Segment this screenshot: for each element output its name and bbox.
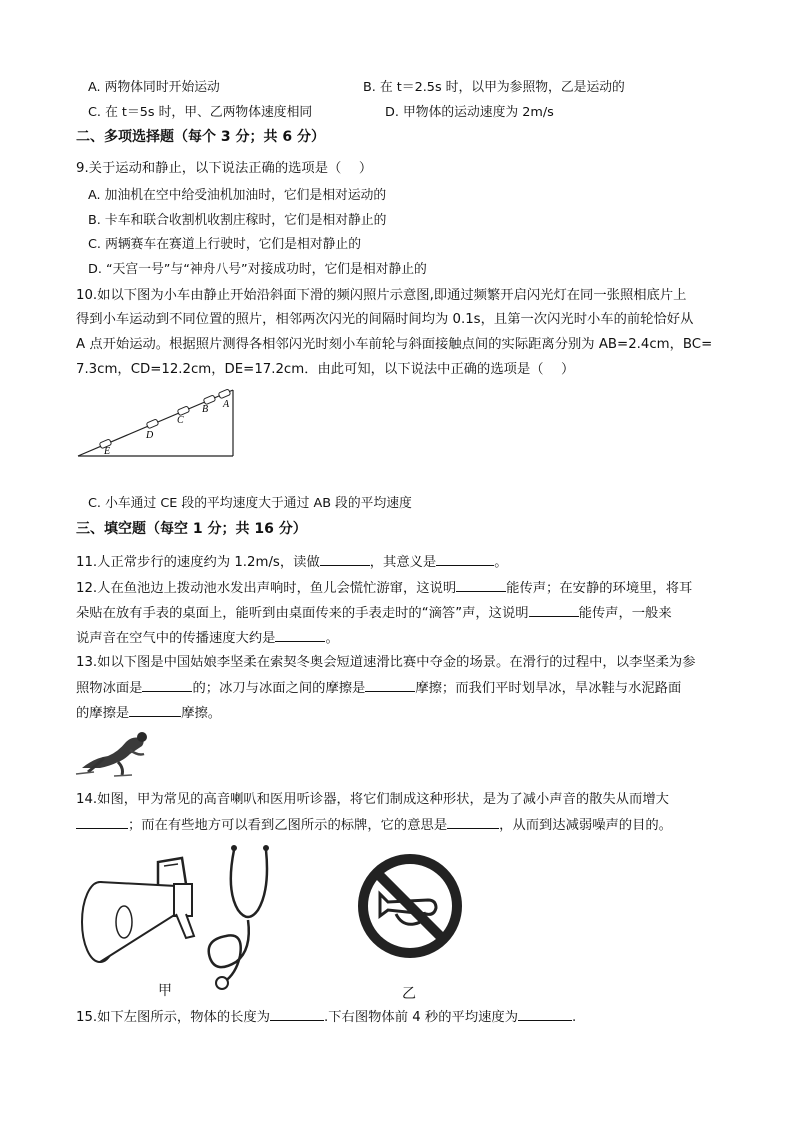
q11-blank-2[interactable] — [436, 553, 494, 566]
cart-at-d — [146, 419, 158, 429]
q14-text-1: ；而在有些地方可以看到乙图所示的标牌，它的意思是 — [128, 818, 448, 833]
point-e-label: E — [104, 446, 111, 457]
no-horn-sign-icon — [356, 852, 464, 960]
figure-label-yi: 乙 — [402, 986, 416, 1002]
q13-line-3 — [76, 704, 221, 723]
q15-line — [76, 1008, 576, 1027]
incline-figure — [76, 388, 241, 460]
q13-text-3: 摩擦；而我们平时划旱冰，旱冰鞋与水泥路面 — [415, 681, 682, 696]
q14-text-2: ，从而到达减弱噪声的目的。 — [499, 818, 672, 833]
q15-text-3: . — [572, 1010, 577, 1025]
q11-blank-1[interactable] — [320, 553, 370, 566]
q13-blank-3[interactable] — [129, 704, 181, 717]
cart-at-a — [218, 389, 230, 399]
stethoscope-icon — [196, 840, 306, 990]
q11-line — [76, 553, 508, 572]
q10-line-1: 10.如以下图为小车由静止开始沿斜面下滑的频闪照片示意图,即通过频繁开启闪光灯在同一张照相底片上 — [76, 288, 687, 303]
q11-text-2: ，其意义是 — [369, 555, 437, 570]
q13-text-5: 摩擦。 — [181, 706, 222, 721]
q15-blank-1[interactable] — [270, 1008, 324, 1021]
point-b-label: B — [202, 404, 209, 415]
q9-stem: 9.关于运动和静止，以下说法正确的选项是（ ） — [76, 161, 373, 176]
q14-blank-2[interactable] — [447, 816, 499, 829]
point-a-label: A — [223, 399, 230, 410]
q13-text-4: 的摩擦是 — [76, 706, 130, 721]
section-3-title: 三、填空题（每空 1 分；共 16 分） — [76, 521, 307, 537]
q12-blank-3[interactable] — [275, 629, 325, 642]
point-d-label: D — [146, 430, 154, 441]
q8-option-d: D. 甲物体的运动速度为 2m/s — [385, 105, 554, 120]
q14-blank-1[interactable] — [76, 816, 128, 829]
q8-option-c: C. 在 t＝5s 时，甲、乙两物体速度相同 — [88, 105, 313, 120]
q13-text-1: 照物冰面是 — [76, 681, 143, 696]
q13-text-2: 的；冰刀与冰面之间的摩擦是 — [192, 681, 366, 696]
q12-blank-1[interactable] — [456, 579, 506, 592]
q9-option-d: D. “天宫一号”与“神舟八号”对接成功时，它们是相对静止的 — [88, 262, 427, 277]
q12-line-2 — [76, 604, 672, 623]
q11-text-1: 11.人正常步行的速度约为 1.2m/s，读做 — [76, 555, 320, 570]
q9-option-c: C. 两辆赛车在赛道上行驶时，它们是相对静止的 — [88, 237, 362, 252]
q13-line-1: 13.如以下图是中国姑娘李坚柔在索契冬奥会短道速滑比赛中夺金的场景。在滑行的过程中，以李坚柔为参 — [76, 655, 696, 670]
q10-line-4: 7.3cm，CD=12.2cm，DE=17.2cm．由此可知，以下说法中正确的选项是（ ） — [76, 362, 575, 377]
q15-text-2: .下右图物体前 4 秒的平均速度为 — [324, 1010, 519, 1025]
q13-line-2 — [76, 679, 681, 698]
q13-blank-2[interactable] — [365, 679, 415, 692]
figure-label-jia: 甲 — [158, 983, 172, 999]
point-c-label: C — [177, 415, 184, 426]
q12-blank-2[interactable] — [529, 604, 579, 617]
q12-text-3: 朵贴在放有手表的桌面上，能听到由桌面传来的手表走时的“滴答”声，这说明 — [76, 606, 529, 621]
q12-text-5: 说声音在空气中的传播速度大约是 — [76, 631, 276, 646]
q12-text-1: 12.人在鱼池边上拨动池水发出声响时，鱼儿会慌忙游窜，这说明 — [76, 581, 457, 596]
q8-option-a: A. 两物体同时开始运动 — [88, 80, 220, 95]
q9-option-b: B. 卡车和联合收割机收割庄稼时，它们是相对静止的 — [88, 213, 387, 228]
q14-line-2 — [76, 816, 672, 835]
q10-line-3: A 点开始运动。根据照片测得各相邻闪光时刻小车前轮与斜面接触点间的实际距离分别为 AB=2.4cm，BC= — [76, 337, 713, 352]
speed-skater-image — [74, 728, 152, 778]
q12-text-2: 能传声；在安静的环境里，将耳 — [506, 581, 693, 596]
megaphone-icon — [78, 856, 208, 966]
section-2-title: 二、多项选择题（每个 3 分；共 6 分） — [76, 129, 325, 145]
q15-blank-2[interactable] — [518, 1008, 572, 1021]
q10-line-2: 得到小车运动到不同位置的照片，相邻两次闪光的间隔时间均为 0.1s，且第一次闪光时小车的前轮恰好从 — [76, 312, 694, 327]
q13-blank-1[interactable] — [142, 679, 192, 692]
q10-option-c: C. 小车通过 CE 段的平均速度大于通过 AB 段的平均速度 — [88, 496, 412, 511]
q15-text-1: 15.如下左图所示，物体的长度为 — [76, 1010, 271, 1025]
q11-text-3: 。 — [494, 555, 508, 570]
q14-line-1: 14.如图，甲为常见的高音喇叭和医用听诊器，将它们制成这种形状，是为了减小声音的散失从而增大 — [76, 792, 669, 807]
q12-text-4: 能传声，一般来 — [578, 606, 672, 621]
q12-line-3 — [76, 629, 339, 648]
q12-line-1 — [76, 579, 692, 598]
q8-option-b: B. 在 t＝2.5s 时，以甲为参照物，乙是运动的 — [363, 80, 625, 95]
q12-text-6: 。 — [325, 631, 339, 646]
q9-option-a: A. 加油机在空中给受油机加油时，它们是相对运动的 — [88, 188, 387, 203]
